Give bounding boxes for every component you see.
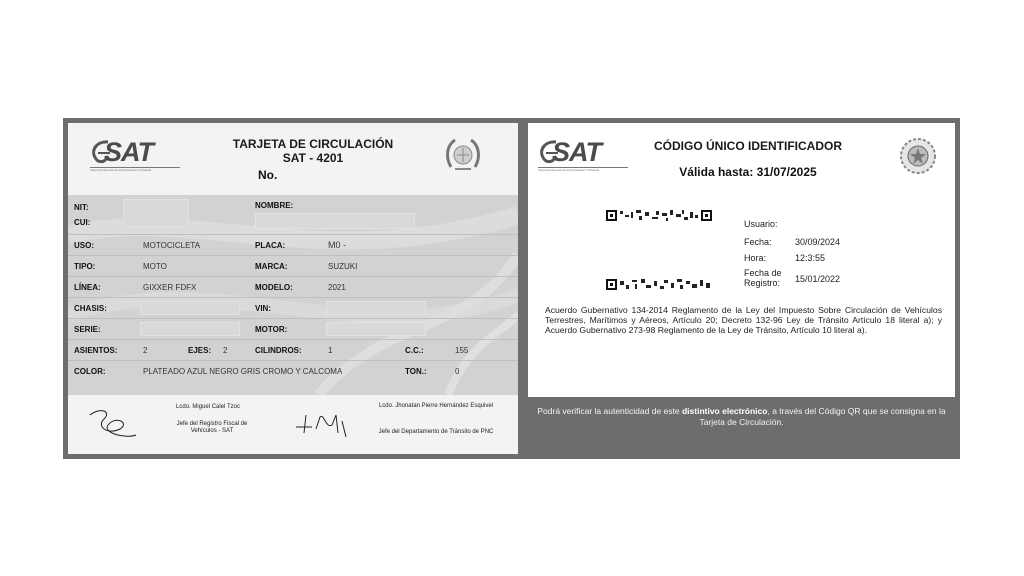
hora-value: 12:3:55 — [795, 253, 826, 263]
placa-value: M0 - — [328, 240, 346, 250]
redacted-vin — [326, 301, 426, 315]
modelo-label: MODELO: — [255, 283, 293, 292]
signature-right-name: Lcdo. Jhonatan Pierre Hernández Esquivel — [378, 403, 494, 409]
guatemala-coat-of-arms-icon — [443, 135, 483, 175]
row-divider — [68, 255, 518, 256]
serie-label: SERIE: — [74, 325, 101, 334]
codigo-title: CÓDIGO ÚNICO IDENTIFICADOR — [654, 139, 842, 153]
sat-logo-caption: Superintendencia de Administración Tributaria — [538, 167, 628, 172]
fecha-label: Fecha: — [744, 237, 772, 247]
row-divider — [68, 297, 518, 298]
ejes-value: 2 — [223, 346, 228, 355]
redacted-nit-cui — [123, 199, 189, 227]
cc-value: 155 — [455, 346, 469, 355]
tarjeta-circulacion-card — [68, 123, 518, 454]
nombre-label: NOMBRE: — [255, 201, 294, 210]
usuario-label: Usuario: — [744, 219, 778, 229]
footer-text-post: , a través del Código QR que se consigna en la Tarjeta de Circulación. — [699, 406, 946, 427]
tipo-label: TIPO: — [74, 262, 96, 271]
qr-code-top[interactable] — [606, 210, 712, 221]
fecha-registro-value: 15/01/2022 — [795, 274, 841, 284]
card-header — [68, 123, 518, 195]
row-divider — [68, 339, 518, 340]
redacted-serie — [140, 322, 240, 336]
uso-value: MOTOCICLETA — [143, 241, 201, 250]
card-number-label: No. — [258, 168, 278, 182]
verification-footer — [528, 406, 955, 428]
police-badge-icon — [899, 137, 937, 175]
uso-label: USO: — [74, 241, 94, 250]
hora-label: Hora: — [744, 253, 767, 263]
qr-code-bottom[interactable] — [606, 279, 712, 290]
row-divider — [68, 234, 518, 235]
sat-logo-text: SAT — [104, 137, 153, 167]
signature-right — [294, 409, 354, 439]
fecha-registro-label-line2: Registro: — [744, 278, 781, 288]
ejes-label: EJES: — [188, 346, 212, 355]
cui-label: CUI: — [74, 218, 91, 227]
vin-label: VIN: — [255, 304, 271, 313]
row-divider — [68, 276, 518, 277]
fecha-value: 30/09/2024 — [795, 237, 841, 247]
signature-left-name: Lcdo. Miguel Calel Tzoc — [176, 404, 240, 410]
redacted-motor — [326, 322, 426, 336]
valid-until: Válida hasta: 31/07/2025 — [679, 165, 817, 179]
marca-value: SUZUKI — [328, 262, 358, 271]
redacted-nombre — [255, 213, 415, 229]
placa-label: PLACA: — [255, 241, 286, 250]
card-title-line1: TARJETA DE CIRCULACIÓN — [232, 137, 394, 151]
ton-label: TON.: — [405, 367, 427, 376]
nit-label: NIT: — [74, 203, 89, 212]
motor-label: MOTOR: — [255, 325, 288, 334]
color-label: COLOR: — [74, 367, 106, 376]
footer-text-pre: Podrá verificar la autenticidad de este — [537, 406, 682, 416]
card-title-line2: SAT - 4201 — [282, 151, 344, 165]
cilindros-value: 1 — [328, 346, 333, 355]
cc-label: C.C.: — [405, 346, 424, 355]
footer-text-bold: distintivo electrónico — [681, 406, 768, 416]
row-divider — [68, 318, 518, 319]
fecha-registro-label — [744, 268, 782, 288]
signature-left — [86, 405, 140, 441]
signature-right-role: Jefe del Departamento de Tránsito de PNC — [378, 429, 494, 435]
redacted-chasis — [140, 301, 240, 315]
codigo-unico-card — [528, 123, 955, 397]
legal-text: Acuerdo Gubernativo 134-2014 Reglamento de la Ley del Impuesto Sobre Circulación de Vehículos Terrestres, Marítimos y Aéreos, Artículo 20; Decreto 132-96 Ley de Tránsito Artículo 18 literal a); y Acuerdo Gubernativo 273-98 Reglamento de la Ley de Tránsito, Artículo 10 literal a). — [545, 305, 942, 335]
color-value: PLATEADO AZUL NEGRO GRIS CROMO Y CALCOMA — [143, 367, 343, 376]
linea-label: LÍNEA: — [74, 283, 101, 292]
fecha-registro-label-line1: Fecha de — [744, 268, 782, 278]
chasis-label: CHASIS: — [74, 304, 107, 313]
tipo-value: MOTO — [143, 262, 167, 271]
marca-label: MARCA: — [255, 262, 288, 271]
sat-logo-text: SAT — [552, 137, 601, 167]
ton-value: 0 — [455, 367, 460, 376]
row-divider — [68, 360, 518, 361]
sat-logo — [90, 133, 190, 177]
asientos-value: 2 — [143, 346, 148, 355]
signatures-footer — [68, 395, 518, 454]
asientos-label: ASIENTOS: — [74, 346, 118, 355]
document-frame — [63, 118, 960, 459]
card-title — [213, 137, 413, 165]
sat-logo-caption: Superintendencia de Administración Tributaria — [90, 167, 180, 172]
cilindros-label: CILINDROS: — [255, 346, 302, 355]
linea-value: GIXXER FDFX — [143, 283, 197, 292]
signature-left-role: Jefe del Registro Fiscal de Vehículos - SAT — [176, 421, 248, 434]
modelo-value: 2021 — [328, 283, 346, 292]
